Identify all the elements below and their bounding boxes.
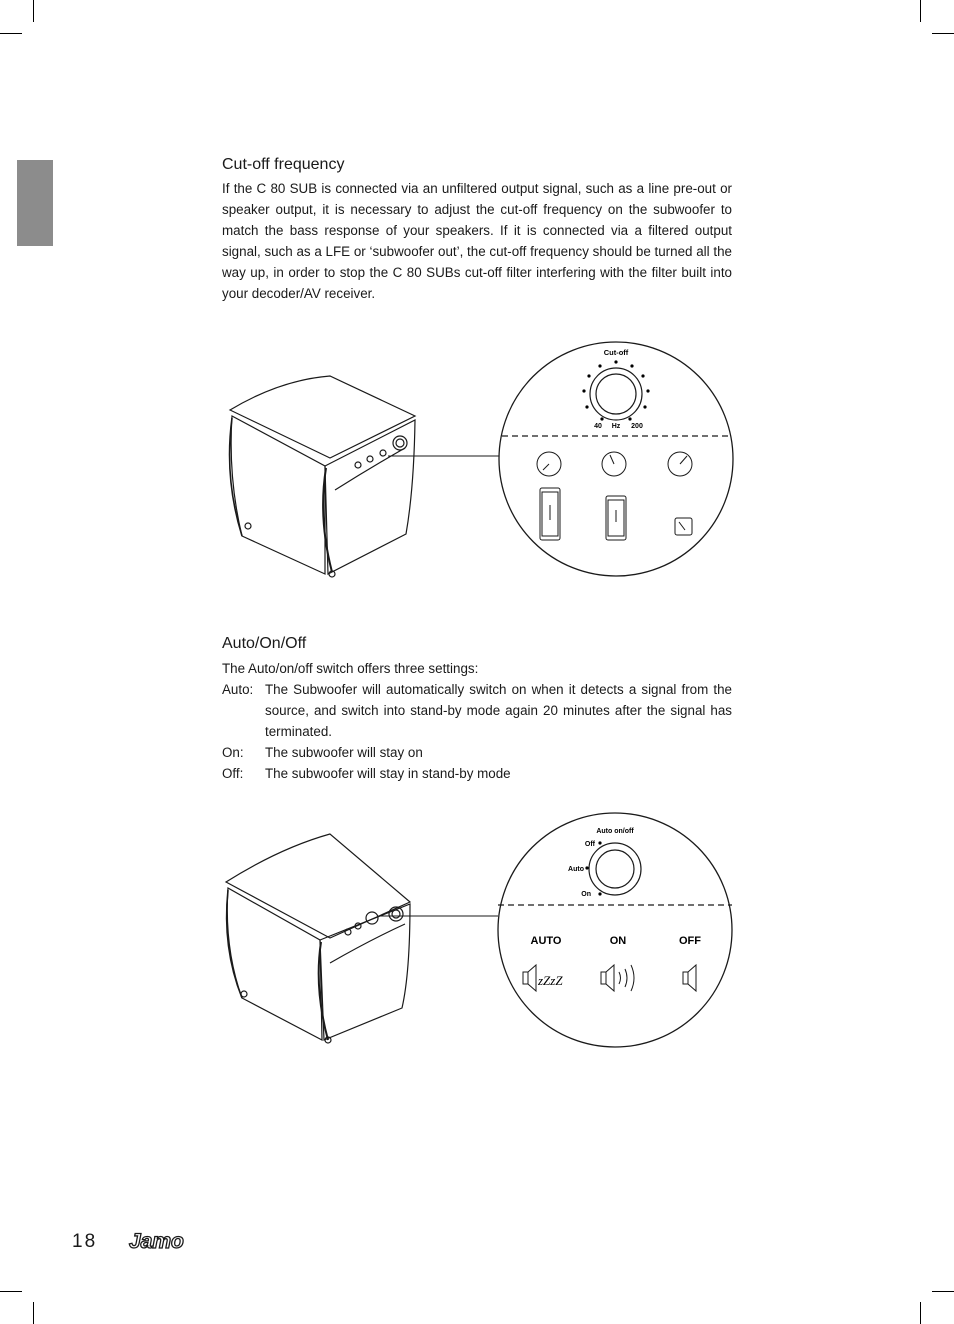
subwoofer-illustration — [230, 376, 415, 577]
zzz-text: zZzZ — [538, 973, 563, 988]
scale-max-label: 200 — [631, 423, 643, 430]
language-tab — [17, 160, 53, 246]
crop-mark — [33, 1302, 34, 1324]
cutoff-heading: Cut-off frequency — [222, 156, 345, 173]
page-number: 18 — [72, 1231, 98, 1252]
setting-label: On: — [222, 745, 244, 760]
crop-mark — [0, 33, 22, 34]
zoom-circle — [499, 342, 733, 576]
cutoff-dial-label: Cut-off — [603, 348, 629, 357]
setting-on — [222, 742, 732, 763]
subwoofer-illustration — [226, 834, 410, 1043]
pos-off-label: Off — [584, 841, 595, 848]
pos-auto-label: Auto — [568, 866, 584, 873]
setting-text: The subwoofer will stay on — [265, 745, 423, 760]
cutoff-figure — [220, 338, 740, 583]
setting-label: Off: — [222, 766, 244, 781]
switch-label: Auto on/off — [596, 828, 634, 835]
setting-text: The subwoofer will stay in stand-by mode — [265, 766, 511, 781]
crop-mark — [920, 0, 921, 22]
crop-mark — [33, 0, 34, 22]
setting-text: The Subwoofer will automatically switch on when it detects a signal from the source, and switch into stand-by mode again 20 minutes after the signal has terminated. — [265, 682, 732, 739]
mode-off-label: OFF — [679, 935, 701, 947]
setting-label: Auto: — [222, 682, 254, 697]
scale-unit-label: Hz — [611, 423, 621, 430]
setting-auto — [222, 679, 732, 742]
jamo-logo-icon — [128, 1229, 210, 1253]
setting-off — [222, 763, 732, 784]
crop-mark — [920, 1302, 921, 1324]
pos-on-label: On — [581, 891, 591, 898]
zoom-circle — [498, 813, 732, 1047]
cutoff-body: If the C 80 SUB is connected via an unfiltered output signal, such as a line pre-out or speaker output, it is necessary to adjust the cut-off frequency on the subwoofer to match the bass response of your speakers. If it is connected via a filtered output signal, such as a LFE or ‘subwoofer out’, the cut-off frequency should be turned all the way up, in order to stop the C 80 SUBs cut-off filter interfering with the filter built into your decoder/AV receiver. — [222, 181, 732, 301]
logo-wordmark: Jamo — [129, 1230, 184, 1253]
crop-mark — [932, 1291, 954, 1292]
auto-heading: Auto/On/Off — [222, 635, 307, 652]
scale-min-label: 40 — [594, 423, 602, 430]
auto-figure — [220, 808, 740, 1053]
auto-intro: The Auto/on/off switch offers three settings: — [222, 661, 479, 676]
crop-mark — [0, 1291, 22, 1292]
mode-on-label: ON — [609, 935, 627, 947]
crop-mark — [932, 33, 954, 34]
mode-auto-label: AUTO — [530, 935, 562, 947]
